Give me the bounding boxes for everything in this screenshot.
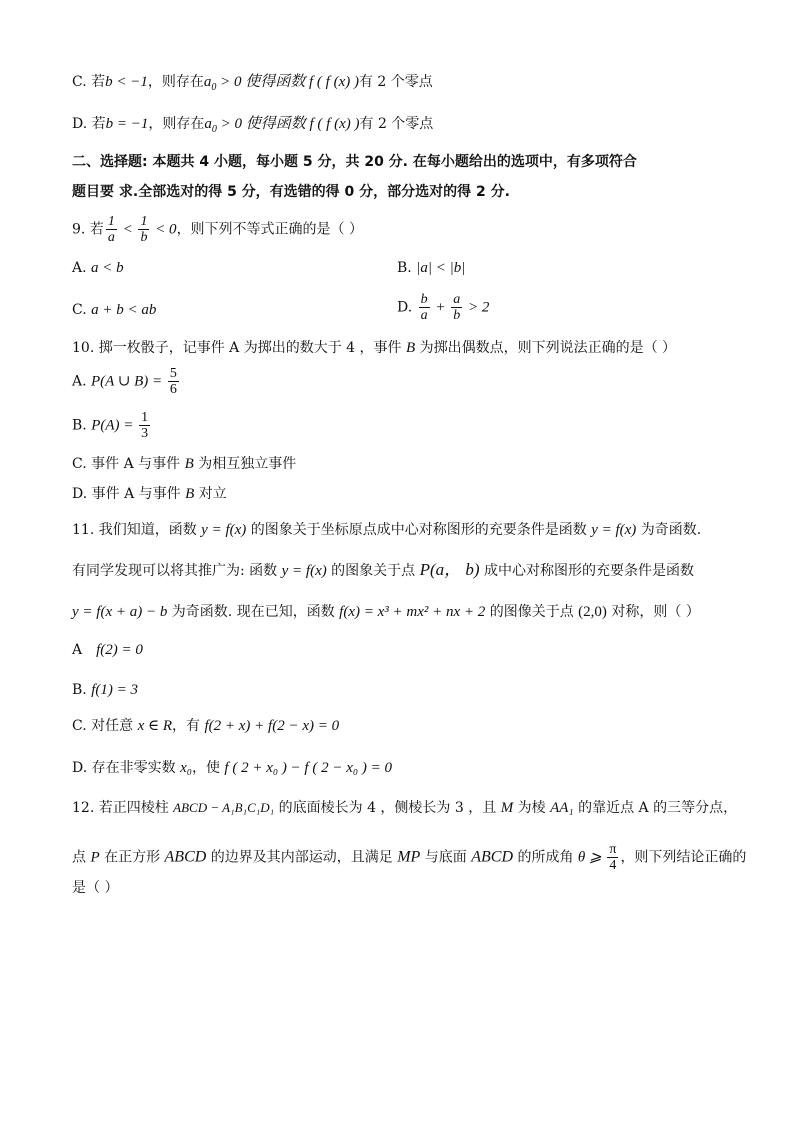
q11-option-a: A f(2) = 0 — [72, 642, 143, 658]
q10-option-a: A. P(A ∪ B) = $\frac{5}{6}$ — [72, 366, 177, 397]
q11-option-c: C. 对任意 x ∈ R，有 f(2 + x) + f(2 − x) = 0 — [72, 718, 340, 734]
q11-option-d: D. 存在非零实数 x₀，使 f ( 2 + x₀ ) − f ( 2 − x₀ ) = 0 — [72, 760, 392, 776]
question-9-stem: 9. 若 $\frac{1}{a}$ < $\frac{1}{b}$ < 0，则下列不等式正确的是（ ） — [72, 214, 364, 245]
q10-option-b: B. P(A) = $\frac{1}{3}$ — [72, 410, 149, 441]
q8-option-c: C. 若b < −1，则存在$a_0 > 0$ 使得函数 f ( f (x) )有 2 个零点 — [72, 74, 433, 93]
q10-option-d: D. 事件 A 与事件 B 对立 — [72, 486, 227, 502]
q10-option-c: C. 事件 A 与事件 B 为相互独立事件 — [72, 456, 297, 472]
question-12-stem-line-1: 12. 若正四棱柱 ABCD − A₁B₁C₁D₁ 的底面棱长为 4 ，侧棱长为 3 ，且 M 为棱 AA₁ 的靠近点 A 的三等分点， — [72, 800, 738, 816]
q9-option-d: D. $\frac{b}{a}$ + $\frac{a}{b}$ > 2 — [397, 292, 490, 323]
question-12-stem-line-3: 是（ ） — [72, 880, 119, 896]
q11-option-b: B. f(1) = 3 — [72, 682, 138, 698]
question-12-stem-line-2: 点 P 在正方形 ABCD 的边界及其内部运动，且满足 MP 与底面 ABCD 的所成角 θ ⩾ $\frac{\pi}{4}$ ，则下列结论正确的 — [72, 842, 747, 873]
q9-option-c: C. a + b < ab — [72, 302, 157, 318]
question-11-stem-line-3: y = f(x + a) − b 为奇函数. 现在已知，函数 f(x) = x³ + mx² + nx + 2 的图像关于点 (2,0) 对称，则（ ） — [72, 604, 700, 620]
section-2-heading-line-2: 题目要 求.全部选对的得 5 分，有选错的得 0 分，部分选对的得 2 分. — [72, 184, 510, 200]
q9-option-b: B. |a| < |b| — [397, 260, 466, 276]
question-11-stem-line-1: 11. 我们知道，函数 y = f(x) 的图象关于坐标原点成中心对称图形的充要条件是函数 y = f(x) 为奇函数. — [72, 522, 702, 538]
q8-option-d: D. 若b = −1，则存在$a_0 > 0$ 使得函数 f ( f (x) )有 2 个零点 — [72, 116, 434, 135]
section-2-heading-line-1: 二、选择题: 本题共 4 小题，每小题 5 分，共 20 分. 在每小题给出的选项中，有多项符合 — [72, 154, 637, 170]
q9-option-a: A. a < b — [72, 260, 124, 276]
question-11-stem-line-2: 有同学发现可以将其推广为: 函数 y = f(x) 的图象关于点 P(a， b) 成中心对称图形的充要条件是函数 — [72, 560, 695, 579]
question-10-stem: 10. 掷一枚骰子，记事件 A 为掷出的数大于 4 ，事件 B 为掷出偶数点，则下列说法正确的是（ ） — [72, 340, 677, 356]
